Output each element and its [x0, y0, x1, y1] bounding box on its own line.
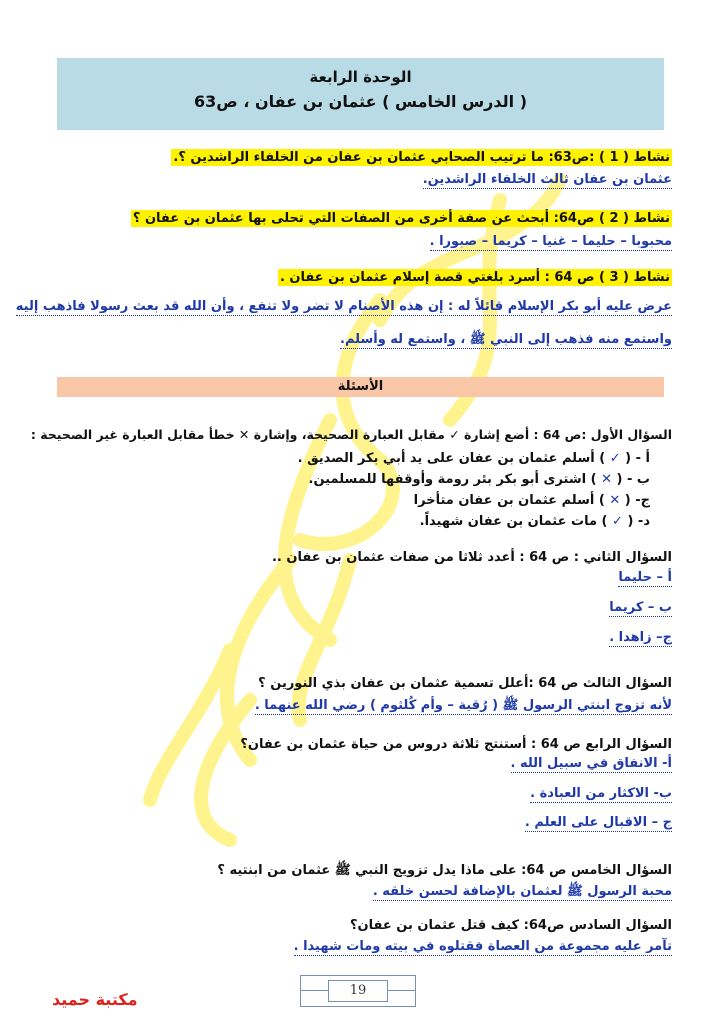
q5-answer: محبة الرسول ﷺ لعثمان بالإضافة لحسن خلقه .: [372, 884, 672, 899]
check-icon: ✓: [612, 514, 623, 529]
unit-title: الوحدة الرابعة: [309, 68, 412, 86]
activity-3-answer-line-2: واستمع منه فذهب إلى النبي ﷺ ، واستمع له وأسلم.: [340, 332, 672, 347]
activity-1-question: نشاط ( 1 ) :ص63: ما ترتيب الصحابي عثمان بن عفان من الخلفاء الراشدين ؟.: [173, 150, 670, 165]
cross-icon: ✕: [609, 493, 621, 508]
check-icon: ✓: [609, 451, 621, 466]
q3-answer: لأنه تزوج ابنتي الرسول ﷺ ( رُقية – وأم كُلثوم ) رضي الله عنهما .: [254, 698, 672, 713]
questions-section-header: الأسئلة: [57, 377, 664, 397]
cross-icon: ✕: [601, 472, 612, 487]
library-signature: مكتبة حميد: [52, 990, 138, 1009]
lesson-title: ( الدرس الخامس ) عثمان بن عفان ، ص63: [194, 92, 527, 111]
q2-answer-a: أ – حليما: [618, 570, 672, 585]
q4-answer-b: ب- الاكثار من العبادة .: [530, 786, 672, 801]
q2-answer-c: ج– زاهدا .: [609, 630, 672, 645]
page-number-frame: [300, 975, 416, 1007]
page-number: 19: [328, 980, 388, 1002]
activity-1-answer: عثمان بن عفان ثالث الخلفاء الراشدين.: [422, 172, 672, 187]
q1-item-d: د- ( ✓ ) مات عثمان بن عفان شهيداً.: [419, 514, 650, 529]
q1-item-a: أ - ( ✓ ) أسلم عثمان بن عفان على يد أبي بكر الصديق .: [297, 451, 650, 466]
q1-item-c: ج- ( ✕ ) أسلم عثمان بن عفان متأخرا: [413, 493, 650, 508]
question-4-prompt: السؤال الرابع ص 64 : أستنتج ثلاثة دروس من حياة عثمان بن عفان؟: [240, 737, 672, 752]
q4-answer-a: أ- الانفاق في سبيل الله .: [510, 756, 672, 771]
activity-3-answer-line-1: عرض عليه أبو بكر الإسلام قائلاً له : إن هذه الأصنام لا تضر ولا تنفع ، وأن الله قد بعث رسولا فاذهب إليه: [15, 299, 672, 314]
lesson-title-box: [57, 58, 664, 130]
q1-item-b: ب - ( ✕ ) اشترى أبو بكر بئر رومة وأوقفها للمسلمين.: [308, 472, 650, 487]
question-3-prompt: السؤال الثالث ص 64 :أعلل تسمية عثمان بن عفان بذي النورين ؟: [258, 676, 672, 691]
q4-answer-c: ج – الاقبال على العلم .: [524, 815, 672, 830]
question-6-prompt: السؤال السادس ص64: كيف قتل عثمان بن عفان؟: [350, 918, 672, 933]
q2-answer-b: ب – كريما: [609, 600, 672, 615]
question-1-prompt: السؤال الأول :ص 64 : أضع إشارة ✓ مقابل العبارة الصحيحة، وإشارة ✕ خطأ مقابل العبارة غير الصحيحة :: [30, 427, 672, 442]
q6-answer: تآمر عليه مجموعة من العصاة فقتلوه في بيته ومات شهيدا .: [293, 939, 672, 954]
question-2-prompt: السؤال الثاني : ص 64 : أعدد ثلاثا من صفات عثمان بن عفان ..: [271, 550, 672, 565]
activity-2-answer: محبوبا – حليما – غنيا – كريما – صبورا .: [429, 234, 672, 249]
question-5-prompt: السؤال الخامس ص 64: على ماذا يدل تزويج النبي ﷺ عثمان من ابنتيه ؟: [217, 863, 672, 878]
activity-2-question: نشاط ( 2 ) ص64: أبحث عن صفة أخرى من الصفات التي تحلى بها عثمان بن عفان ؟: [132, 211, 670, 226]
activity-3-question: نشاط ( 3 ) ص 64 : أسرد بلغتي قصة إسلام عثمان بن عفان .: [279, 270, 670, 285]
